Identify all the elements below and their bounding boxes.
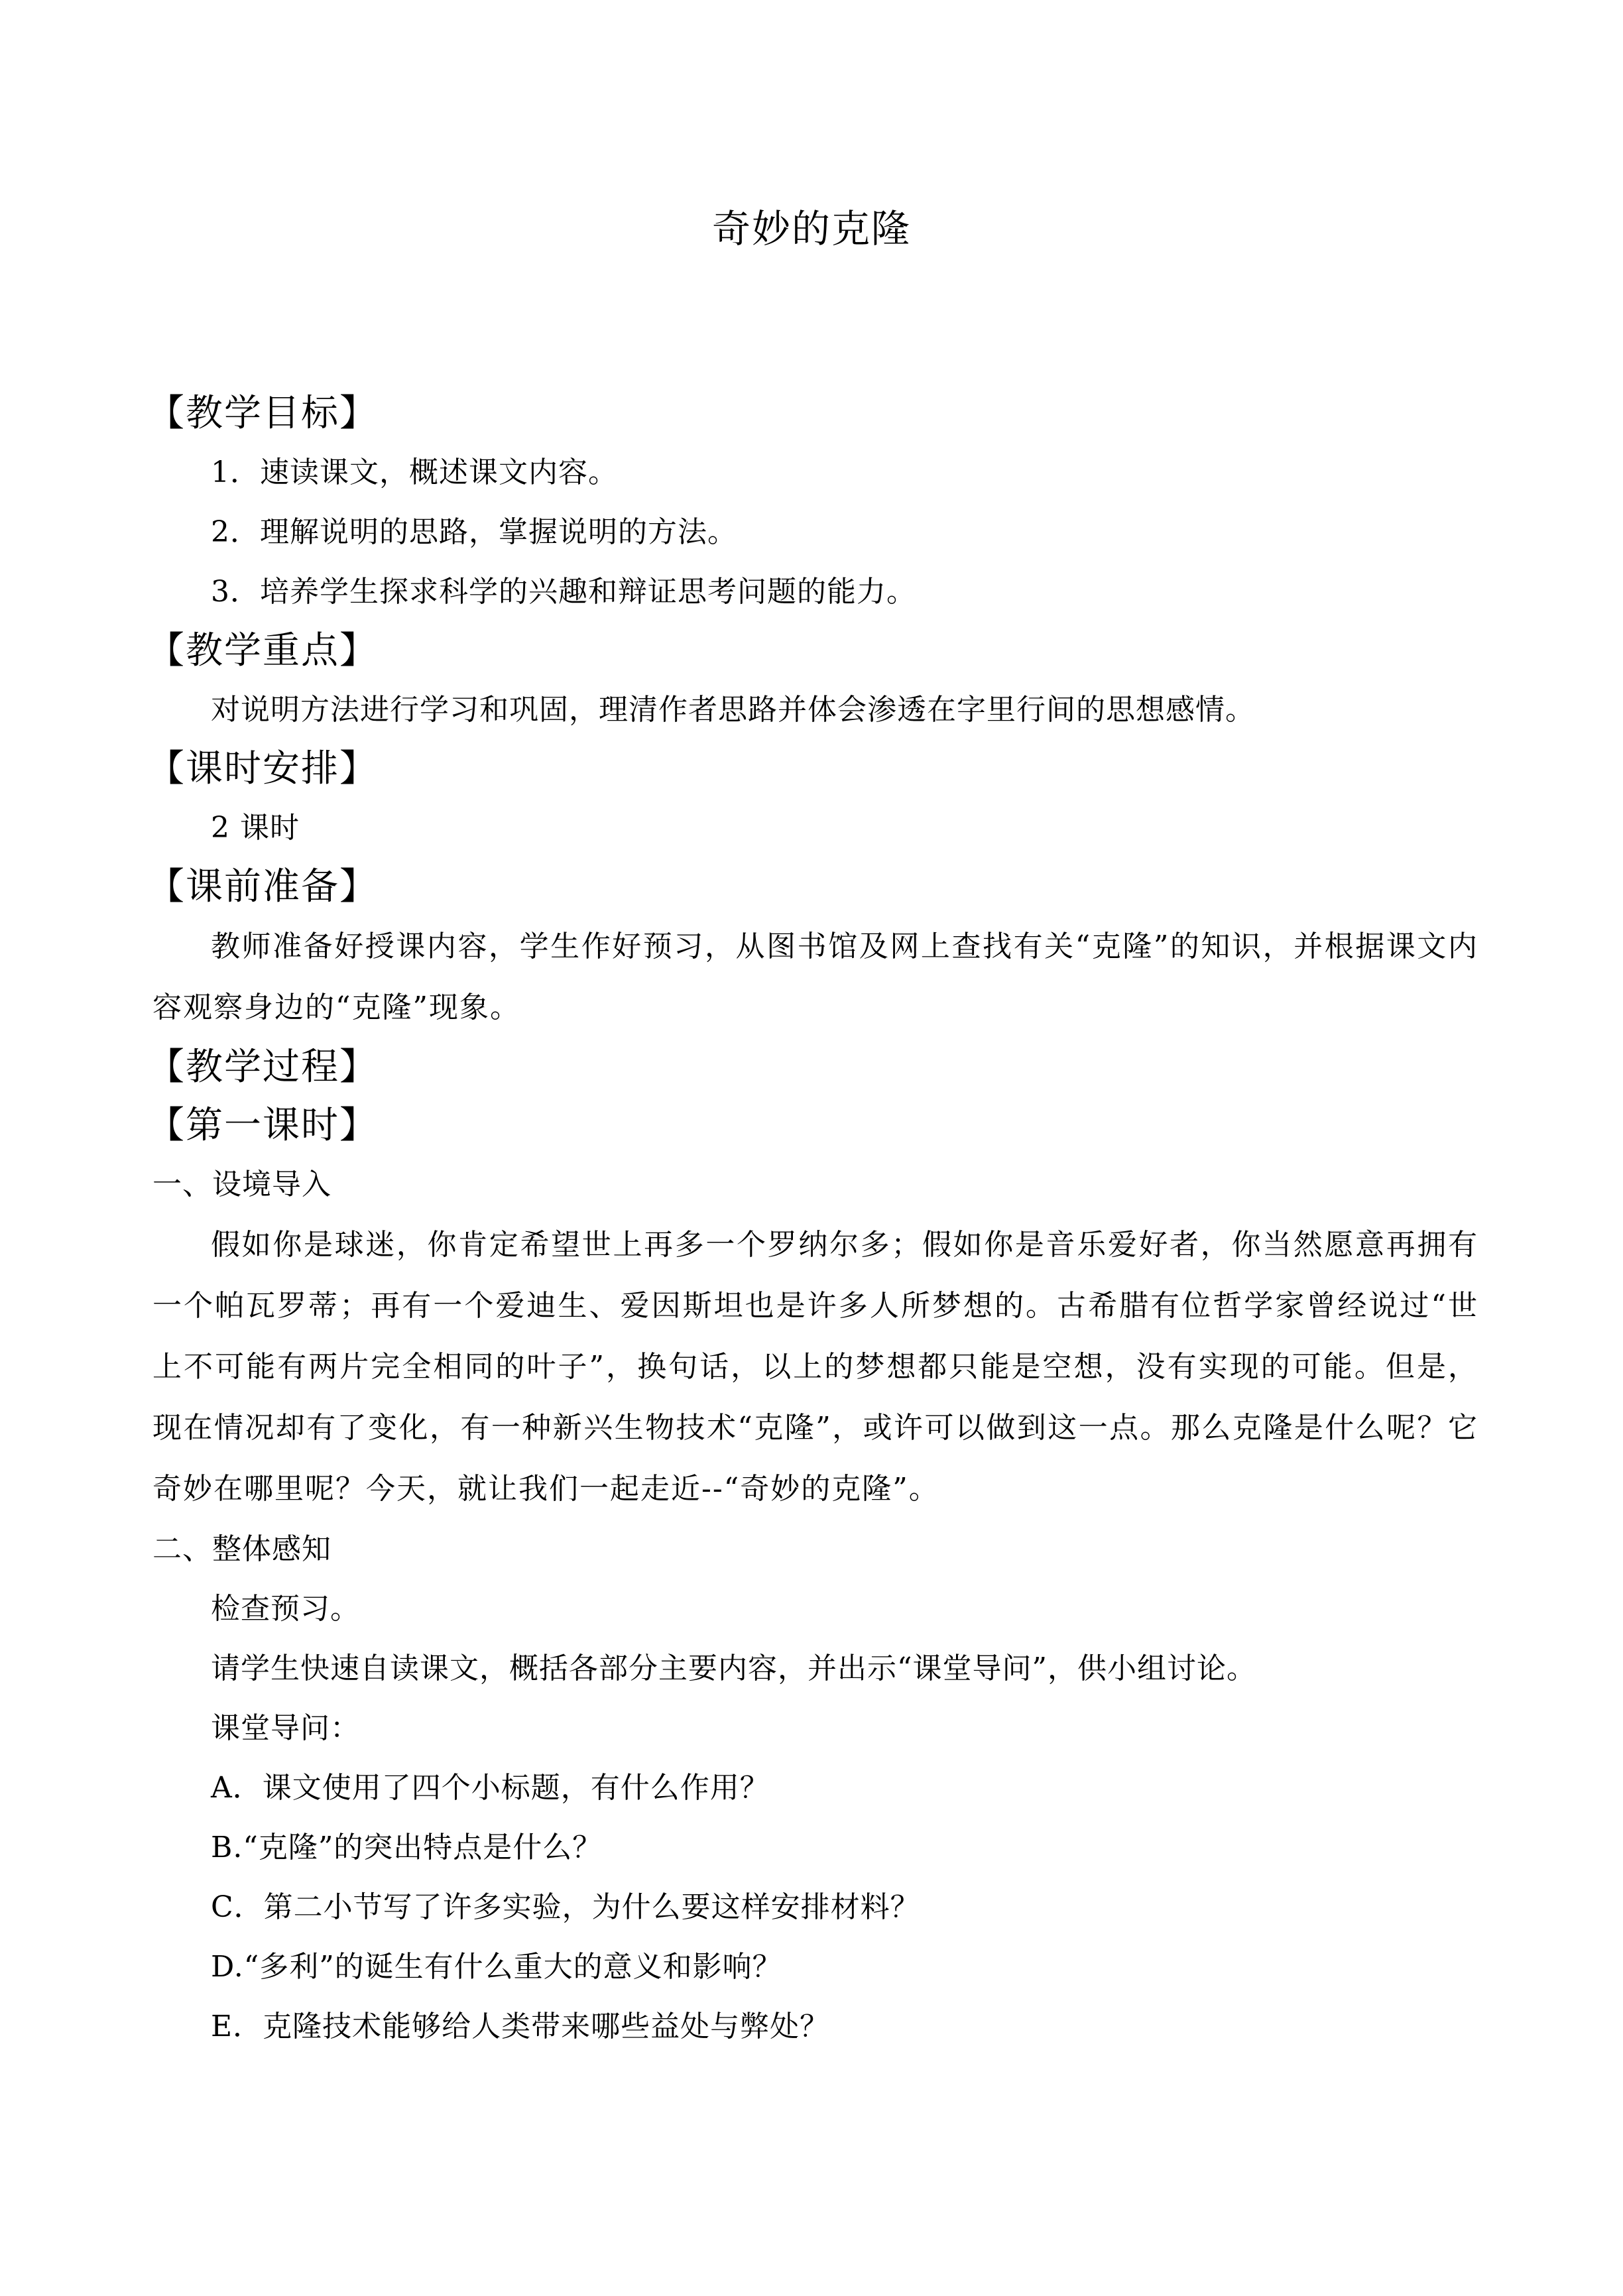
heading-preparation: 【课前准备】 <box>147 865 378 908</box>
heading-first-lesson: 【第一课时】 <box>147 1104 378 1147</box>
part1-text: 假如你是球迷，你肯定希望世上再多一个罗纳尔多；假如你是音乐爱好者，你当然愿意再拥有一个帕瓦罗蒂；再有一个爱迪生、爱因斯坦也是许多人所梦想的。古希腊有位哲学家曾经说过“世上不可能有两片完全相同的叶子”，换句话，以上的梦想都只能是空想，没有实现的可能。但是，现在情况却有了变化，有一种新兴生物技术“克隆”，或许可以做到这一点。那么克隆是什么呢？它奇妙在哪里呢？今天，就让我们一起走近--“奇妙的克隆”。 <box>152 1228 1478 1506</box>
document-body <box>147 385 1478 2057</box>
focus-text: 对说明方法进行学习和巩固，理清作者思路并体会渗透在字里行间的思想感情。 <box>211 693 1255 727</box>
heading-objectives: 【教学目标】 <box>147 392 378 435</box>
document-title: 奇妙的克隆 <box>711 206 911 251</box>
objective-item-3: 3．培养学生探求科学的兴趣和辩证思考问题的能力。 <box>211 575 916 609</box>
part1-title: 一、设境导入 <box>152 1168 331 1201</box>
objective-item-2: 2．理解说明的思路，掌握说明的方法。 <box>211 515 737 549</box>
question-d: D.“多利”的诞生有什么重大的意义和影响？ <box>211 1950 782 1984</box>
question-e: E．克隆技术能够给人类带来哪些益处与弊处？ <box>211 2010 830 2043</box>
part2-instruction: 请学生快速自读课文，概括各部分主要内容，并出示“课堂导问”，供小组讨论。 <box>211 1652 1256 1685</box>
part2-title: 二、整体感知 <box>152 1532 331 1566</box>
part2-check: 检查预习。 <box>211 1592 360 1626</box>
heading-focus: 【教学重点】 <box>147 629 378 672</box>
question-b: B.“克隆”的突出特点是什么？ <box>211 1831 603 1864</box>
preparation-text: 教师准备好授课内容，学生作好预习，从图书馆及网上查找有关“克隆”的知识，并根据课文内容观察身边的“克隆”现象。 <box>152 930 1478 1024</box>
heading-process: 【教学过程】 <box>147 1046 378 1089</box>
heading-schedule: 【课时安排】 <box>147 747 378 790</box>
schedule-text: 2 课时 <box>211 811 300 845</box>
part2-guide-label: 课堂导问： <box>211 1711 360 1745</box>
question-c: C．第二小节写了许多实验，为什么要这样安排材料？ <box>211 1890 920 1924</box>
question-a: A．课文使用了四个小标题，有什么作用？ <box>211 1771 770 1805</box>
objective-item-1: 1．速读课文，概述课文内容。 <box>211 455 618 489</box>
